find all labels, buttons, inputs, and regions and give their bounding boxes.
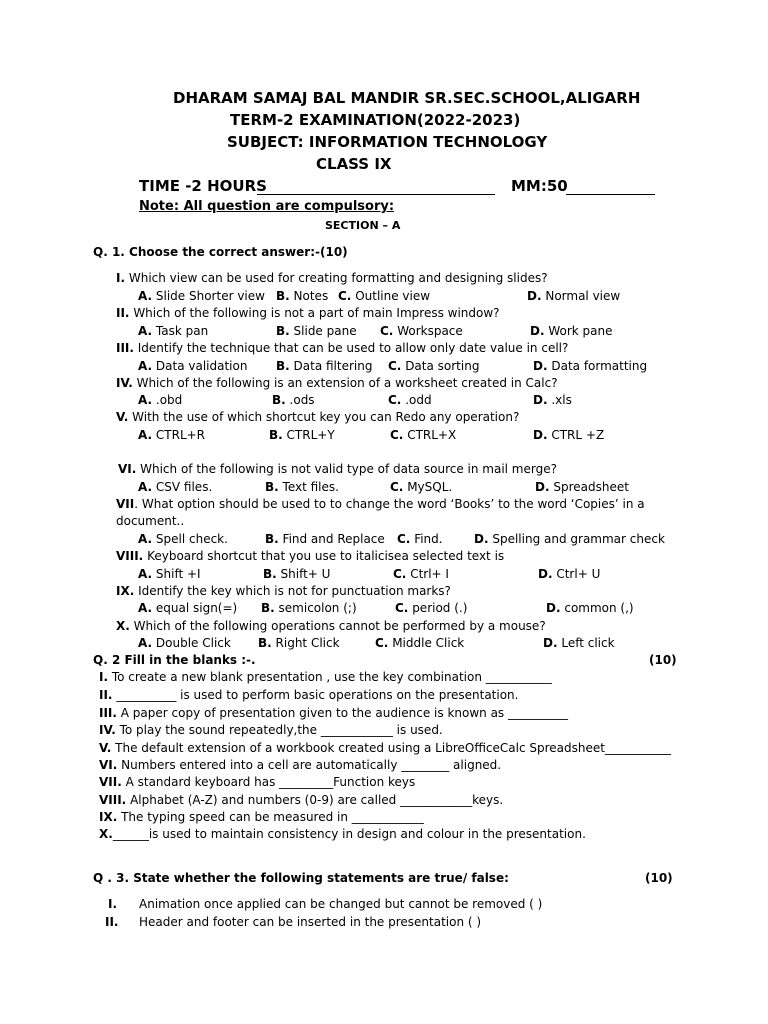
q2-blank-8	[99, 793, 503, 807]
option-text: Slide pane	[289, 324, 357, 338]
option-text: Slide Shorter view	[152, 289, 265, 303]
q1-question-number: VII	[116, 497, 135, 511]
q1-question-1	[116, 271, 548, 285]
option-text: Outline view	[351, 289, 431, 303]
option-text: Right Click	[271, 636, 340, 650]
q1-question-2	[116, 306, 500, 320]
q2-number: VI.	[99, 758, 118, 772]
q2-text: The default extension of a workbook created using a LibreOfficeCalc Spreadsheet___________	[111, 741, 671, 755]
q2-number: IV.	[99, 723, 116, 737]
option-letter: C.	[375, 636, 389, 650]
option-letter: C.	[397, 532, 411, 546]
q1-option-b	[276, 359, 372, 373]
option-letter: D.	[533, 428, 548, 442]
q2-blank-5	[99, 741, 671, 755]
option-text: Middle Click	[388, 636, 465, 650]
q2-blank-10	[99, 827, 586, 841]
q1-question-number: IV.	[116, 376, 133, 390]
q1-question-number: VI.	[118, 462, 137, 476]
option-text: semicolon (;)	[274, 601, 357, 615]
q1-option-d	[533, 393, 572, 407]
option-text: Spreadsheet	[549, 480, 629, 494]
q2-text: To create a new blank presentation , use the key combination ___________	[108, 670, 552, 684]
exam-title: TERM-2 EXAMINATION(2022-2023)	[230, 111, 521, 129]
option-text: Double Click	[152, 636, 231, 650]
q1-option-d	[474, 532, 665, 546]
q3-marks: (10)	[645, 871, 673, 885]
q3-title: Q . 3. State whether the following statements are true/ false:	[93, 871, 509, 885]
q1-option-b	[258, 636, 340, 650]
q1-question-9	[116, 584, 451, 598]
option-letter: D.	[533, 393, 548, 407]
q1-option-c	[380, 324, 463, 338]
q1-option-a	[138, 428, 205, 442]
q1-option-c	[388, 359, 479, 373]
option-letter: C.	[390, 428, 404, 442]
q1-option-a	[138, 480, 212, 494]
option-text: Data sorting	[401, 359, 480, 373]
q1-option-a	[138, 359, 247, 373]
q2-blank-3	[99, 706, 568, 720]
option-letter: A.	[138, 289, 153, 303]
time-underline	[257, 194, 495, 195]
option-text: Spell check.	[152, 532, 228, 546]
q1-option-d	[533, 428, 604, 442]
option-text: Shift +I	[152, 567, 201, 581]
option-text: Find.	[410, 532, 443, 546]
q1-question-text: Which view can be used for creating formatting and designing slides?	[125, 271, 548, 285]
option-letter: D.	[535, 480, 550, 494]
q1-option-b	[272, 393, 315, 407]
q1-option-a	[138, 601, 237, 615]
q1-question-number: IX.	[116, 584, 135, 598]
q2-number: X.	[99, 827, 113, 841]
option-letter: D.	[543, 636, 558, 650]
q2-number: I.	[99, 670, 109, 684]
option-letter: A.	[138, 480, 153, 494]
option-text: Ctrl+ I	[406, 567, 449, 581]
option-text: .odd	[401, 393, 432, 407]
q1-question-10	[116, 619, 546, 633]
option-text: Notes	[289, 289, 329, 303]
q1-option-a	[138, 289, 265, 303]
option-letter: B.	[272, 393, 286, 407]
marks-underline	[566, 194, 655, 195]
option-letter: A.	[138, 359, 153, 373]
q1-option-d	[530, 324, 613, 338]
option-letter: A.	[138, 393, 153, 407]
q2-blank-1	[99, 670, 552, 684]
option-text: CTRL+Y	[282, 428, 335, 442]
q2-blank-2	[99, 688, 518, 702]
q1-option-b	[265, 532, 385, 546]
q2-text: ______is used to maintain consistency in design and colour in the presentation.	[112, 827, 586, 841]
q2-text: The typing speed can be measured in ____________	[117, 810, 424, 824]
q1-option-c	[397, 532, 443, 546]
option-letter: A.	[138, 636, 153, 650]
q1-question-text: With the use of which shortcut key you can Redo any operation?	[128, 410, 520, 424]
option-letter: D.	[530, 324, 545, 338]
subject-title: SUBJECT: INFORMATION TECHNOLOGY	[227, 133, 548, 151]
q1-question-number: X.	[116, 619, 130, 633]
option-text: Spelling and grammar check	[488, 532, 665, 546]
q1-option-d	[543, 636, 615, 650]
time-label: TIME -2 HOURS	[139, 177, 267, 195]
q1-option-d	[527, 289, 620, 303]
q1-question-8	[116, 549, 504, 563]
q2-text: Alphabet (A-Z) and numbers (0-9) are called ____________keys.	[126, 793, 504, 807]
q1-option-a	[138, 567, 201, 581]
option-letter: D.	[527, 289, 542, 303]
option-letter: D.	[538, 567, 553, 581]
q1-option-a	[138, 636, 231, 650]
q2-blank-4	[99, 723, 443, 737]
option-letter: A.	[138, 567, 153, 581]
q2-number: III.	[99, 706, 117, 720]
option-text: Workspace	[393, 324, 463, 338]
option-text: .obd	[152, 393, 183, 407]
option-text: Text files.	[278, 480, 339, 494]
q1-option-c	[388, 393, 432, 407]
q1-question-text: Identify the technique that can be used to allow only date value in cell?	[133, 341, 569, 355]
option-text: equal sign(=)	[152, 601, 238, 615]
q1-option-c	[390, 428, 456, 442]
option-letter: C.	[388, 359, 402, 373]
q3-statement-1: Animation once applied can be changed but cannot be removed ( )	[139, 897, 543, 911]
q1-question-text: Identify the key which is not for punctuation marks?	[134, 584, 451, 598]
option-letter: B.	[265, 480, 279, 494]
option-letter: C.	[390, 480, 404, 494]
q1-option-c	[393, 567, 449, 581]
option-letter: C.	[393, 567, 407, 581]
q2-blank-9	[99, 810, 424, 824]
option-text: Left click	[557, 636, 615, 650]
q1-option-c	[338, 289, 430, 303]
option-text: Data filtering	[289, 359, 373, 373]
q1-option-d	[546, 601, 634, 615]
option-letter: C.	[388, 393, 402, 407]
q2-number: V.	[99, 741, 112, 755]
q1-option-b	[265, 480, 339, 494]
q1-question-number: I.	[116, 271, 126, 285]
q2-blank-7	[99, 775, 415, 789]
q1-option-c	[390, 480, 452, 494]
q1-question-continuation: document..	[116, 514, 185, 528]
q1-question-number: III.	[116, 341, 134, 355]
option-text: CTRL+X	[403, 428, 457, 442]
option-letter: C.	[395, 601, 409, 615]
q2-number: II.	[99, 688, 113, 702]
option-text: Shift+ U	[276, 567, 331, 581]
q1-question-text: . What option should be used to to change the word ‘Books’ to the word ‘Copies’ in a	[134, 497, 645, 511]
option-letter: A.	[138, 532, 153, 546]
q1-option-d	[538, 567, 600, 581]
q1-option-a	[138, 532, 228, 546]
q1-option-d	[533, 359, 647, 373]
q1-option-b	[263, 567, 330, 581]
q1-option-b	[261, 601, 357, 615]
q1-question-6	[118, 462, 557, 476]
option-text: .ods	[285, 393, 315, 407]
option-text: Data formatting	[547, 359, 648, 373]
school-name: DHARAM SAMAJ BAL MANDIR SR.SEC.SCHOOL,ALIGARH	[173, 89, 641, 107]
q1-option-b	[269, 428, 335, 442]
option-text: Ctrl+ U	[552, 567, 601, 581]
q2-text: To play the sound repeatedly,the ____________ is used.	[115, 723, 443, 737]
q3-number: II.	[105, 915, 119, 929]
q1-question-number: VIII.	[116, 549, 144, 563]
q2-title: Q. 2 Fill in the blanks :-.	[93, 653, 256, 667]
q1-question-text: Which of the following is not valid type of data source in mail merge?	[136, 462, 557, 476]
q1-question-number: II.	[116, 306, 130, 320]
q1-question-text: Which of the following is an extension of a worksheet created in Calc?	[132, 376, 558, 390]
option-letter: B.	[276, 289, 290, 303]
option-letter: C.	[380, 324, 394, 338]
option-letter: B.	[263, 567, 277, 581]
option-letter: A.	[138, 324, 153, 338]
option-letter: B.	[258, 636, 272, 650]
option-letter: B.	[265, 532, 279, 546]
q1-question-3	[116, 341, 568, 355]
q1-title: Q. 1. Choose the correct answer:-(10)	[93, 245, 348, 259]
option-letter: A.	[138, 428, 153, 442]
q2-blank-6	[99, 758, 501, 772]
q2-text: A paper copy of presentation given to the audience is known as __________	[116, 706, 569, 720]
q1-question-number: V.	[116, 410, 129, 424]
q1-option-c	[375, 636, 464, 650]
option-text: period (.)	[408, 601, 468, 615]
section-label: SECTION – A	[325, 219, 401, 232]
option-text: common (,)	[560, 601, 634, 615]
q1-question-4	[116, 376, 558, 390]
q2-number: VII.	[99, 775, 122, 789]
q1-question-text: Which of the following operations cannot be performed by a mouse?	[129, 619, 546, 633]
option-text: MySQL.	[403, 480, 453, 494]
q2-number: IX.	[99, 810, 118, 824]
q2-text: __________ is used to perform basic operations on the presentation.	[112, 688, 519, 702]
q2-marks: (10)	[649, 653, 677, 667]
option-letter: D.	[533, 359, 548, 373]
option-letter: B.	[261, 601, 275, 615]
q1-question-text: Keyboard shortcut that you use to italicisea selected text is	[143, 549, 505, 563]
option-text: Normal view	[541, 289, 621, 303]
option-text: Data validation	[152, 359, 248, 373]
q1-option-a	[138, 324, 208, 338]
q1-question-7	[116, 497, 645, 511]
option-letter: D.	[474, 532, 489, 546]
option-text: CTRL +Z	[547, 428, 605, 442]
option-text: Work pane	[544, 324, 613, 338]
option-letter: B.	[276, 324, 290, 338]
option-letter: C.	[338, 289, 352, 303]
q2-number: VIII.	[99, 793, 127, 807]
q3-number: I.	[108, 897, 118, 911]
class-title: CLASS IX	[316, 155, 392, 173]
q1-option-c	[395, 601, 467, 615]
q1-question-5	[116, 410, 519, 424]
option-letter: B.	[269, 428, 283, 442]
marks-label: MM:50	[511, 177, 568, 195]
note: Note: All question are compulsory:	[139, 199, 395, 214]
option-text: .xls	[547, 393, 572, 407]
option-letter: B.	[276, 359, 290, 373]
option-text: Task pan	[152, 324, 209, 338]
q2-text: Numbers entered into a cell are automatically ________ aligned.	[117, 758, 502, 772]
q1-option-b	[276, 289, 328, 303]
option-text: CSV files.	[152, 480, 213, 494]
q1-option-d	[535, 480, 629, 494]
q3-statement-2: Header and footer can be inserted in the presentation ( )	[139, 915, 482, 929]
q1-option-a	[138, 393, 182, 407]
option-text: Find and Replace	[278, 532, 385, 546]
option-letter: D.	[546, 601, 561, 615]
option-text: CTRL+R	[152, 428, 206, 442]
q1-question-text: Which of the following is not a part of main Impress window?	[129, 306, 500, 320]
q2-text: A standard keyboard has _________Function keys	[121, 775, 416, 789]
q1-option-b	[276, 324, 357, 338]
option-letter: A.	[138, 601, 153, 615]
